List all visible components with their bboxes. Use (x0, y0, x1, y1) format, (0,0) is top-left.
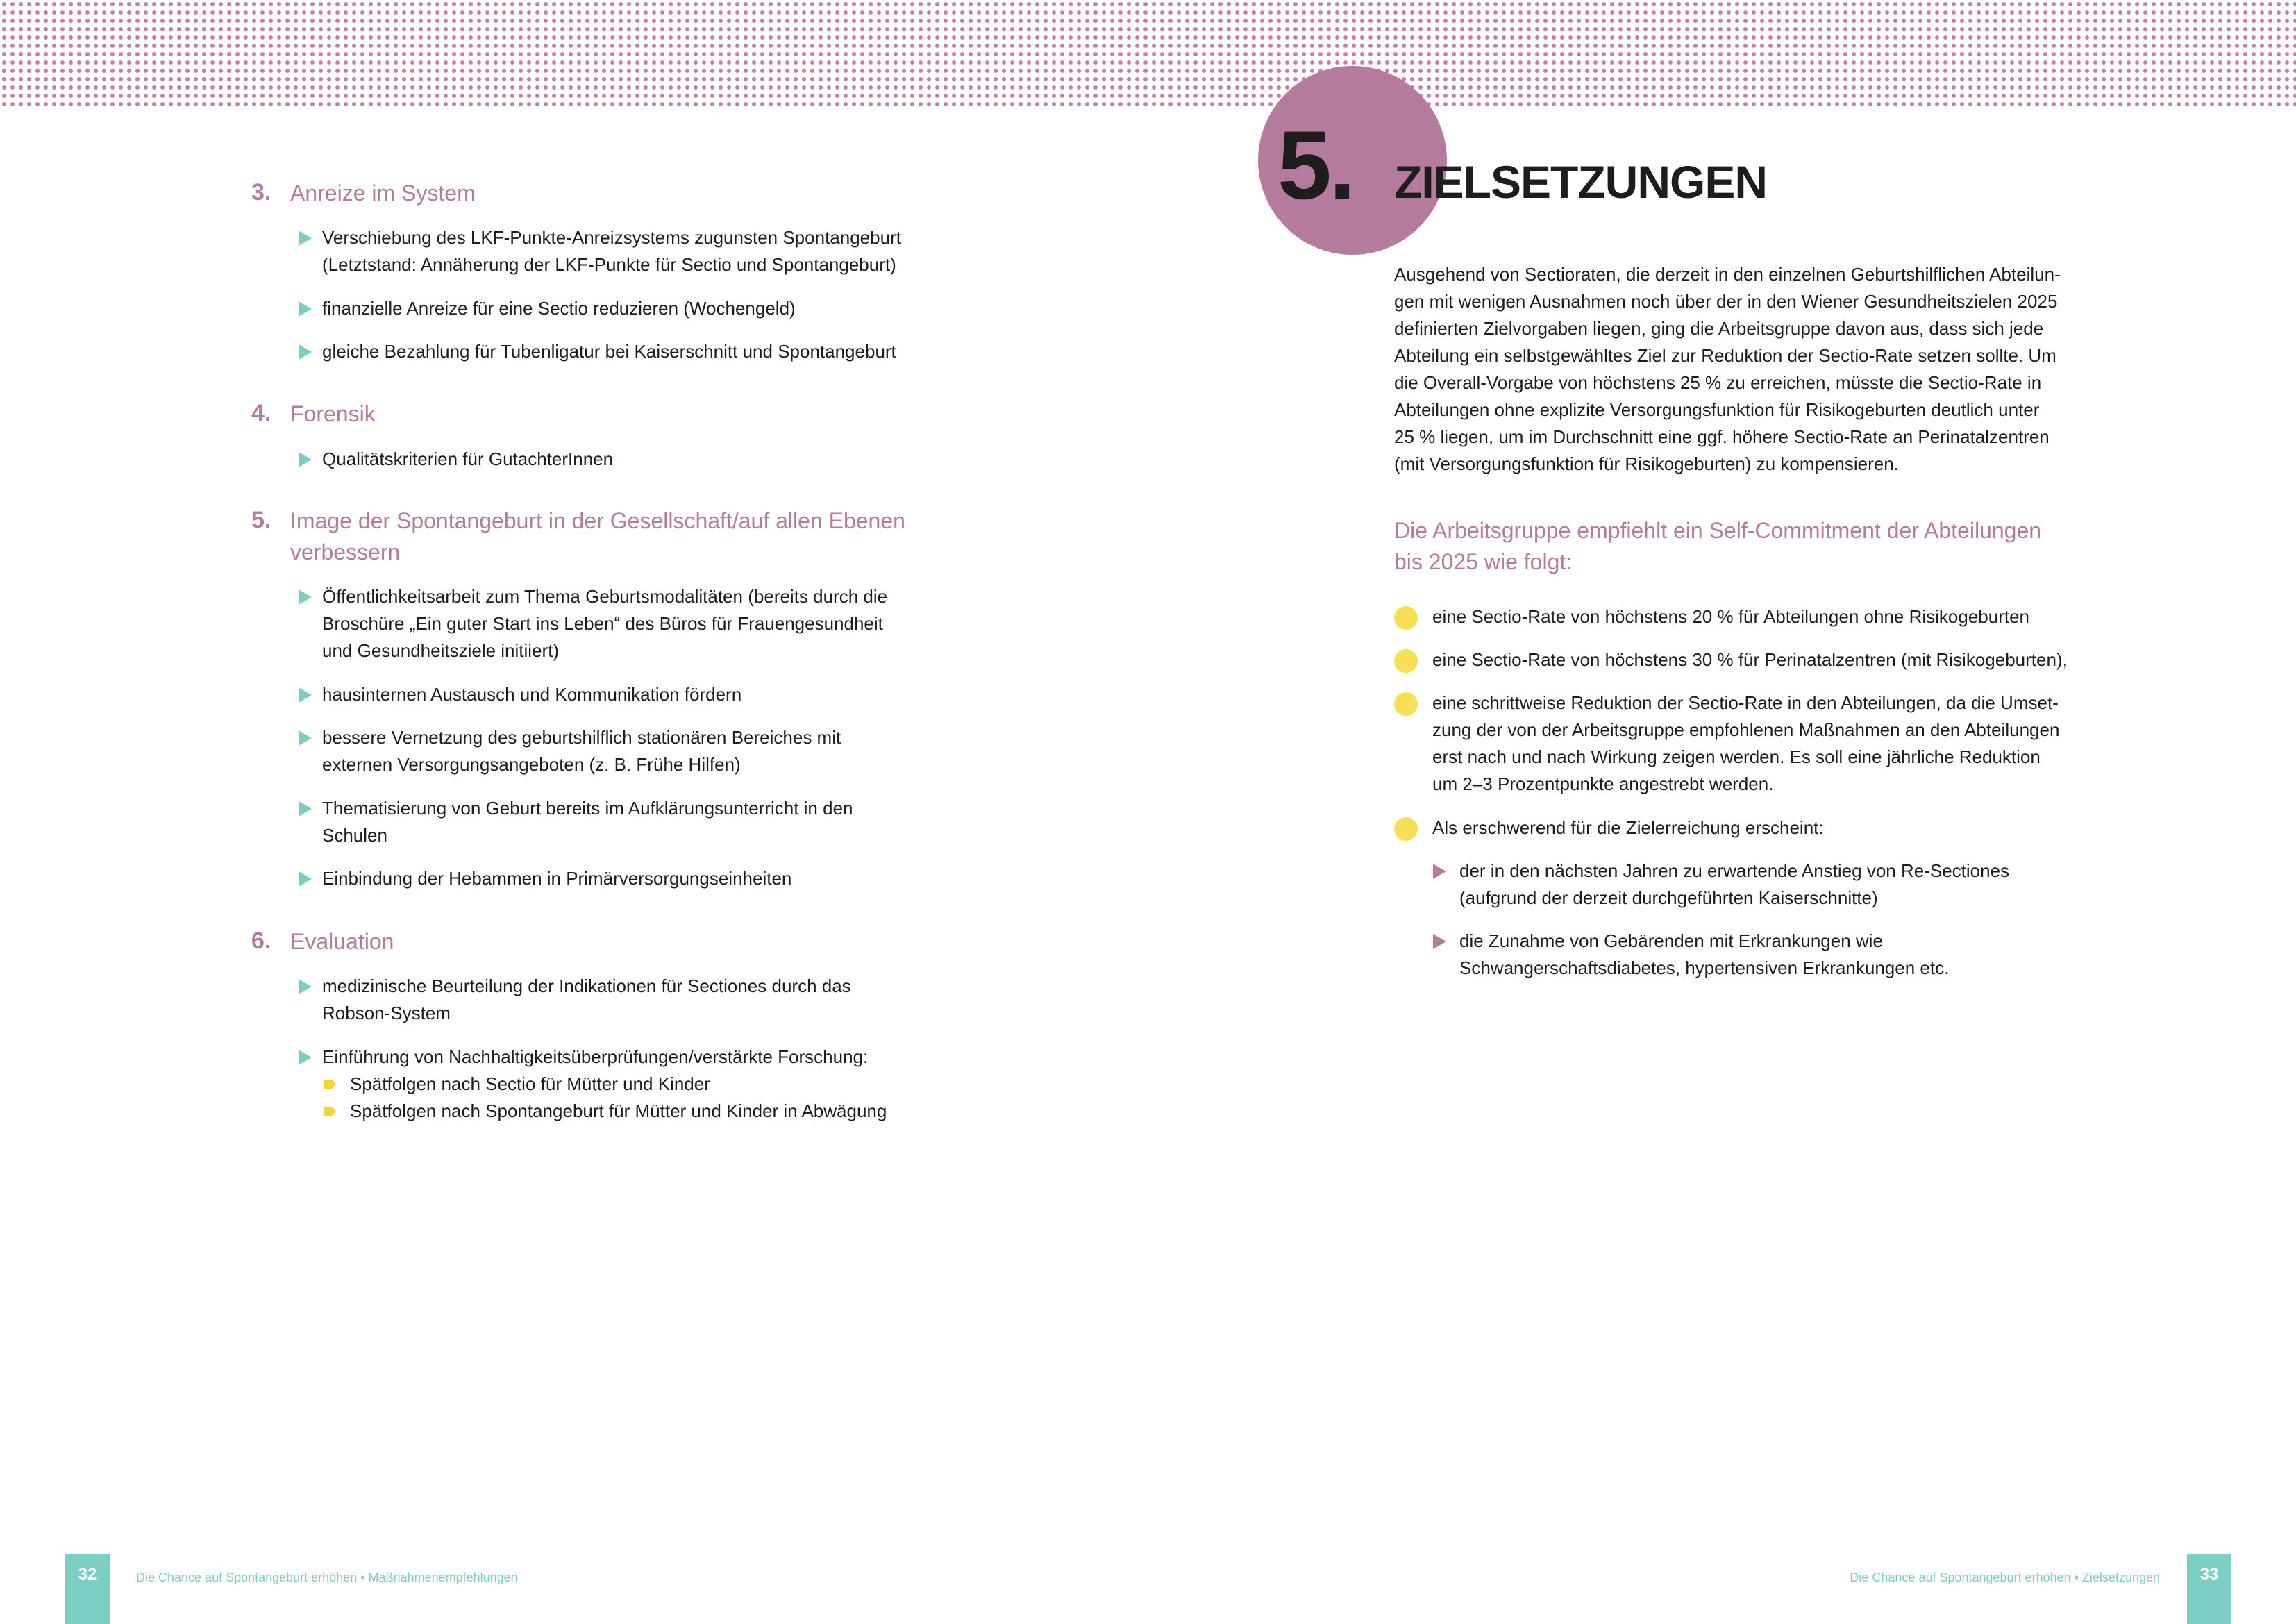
section-number: 6. (251, 928, 271, 954)
goal-item: eine Sectio-Rate von höchstens 30 % für Perinatalzentren (mit Risikogeburten), (1394, 646, 2068, 673)
list-item: Thematisierung von Geburt bereits im Aufklärungsunterricht in den Schulen (299, 795, 853, 849)
triangle-bullet-icon (299, 979, 312, 994)
list-item: medizinische Beurteilung der Indikationen für Sectiones durch das Robson-System (299, 973, 851, 1027)
circle-bullet-icon (1394, 692, 1418, 716)
section-number: 5. (251, 507, 271, 533)
list-item: Einführung von Nachhaltigkeitsüberprüfungen/verstärkte Forschung: (299, 1044, 868, 1071)
footer-text-right: Die Chance auf Spontangeburt erhöhen • Zielsetzungen (1850, 1571, 2160, 1584)
triangle-bullet-icon (1433, 864, 1446, 879)
triangle-bullet-icon (299, 871, 312, 887)
section-title: Forensik (290, 401, 376, 426)
chapter-number: 5. (1277, 110, 1353, 219)
list-item: finanzielle Anreize für eine Sectio reduzieren (Wochengeld) (299, 295, 796, 322)
triangle-bullet-icon (299, 231, 312, 246)
list-item: gleiche Bezahlung für Tubenligatur bei Kaiserschnitt und Spontangeburt (299, 338, 896, 365)
section-title: Image der Spontangeburt in der Gesellschaft/auf allen Ebenen (290, 508, 905, 533)
section-number: 3. (251, 179, 271, 206)
sub-list-item: Spätfolgen nach Spontangeburt für Mütter und Kinder in Abwägung (324, 1098, 887, 1125)
page-number-right: 33 (2187, 1554, 2231, 1624)
page-number-left: 32 (65, 1554, 110, 1624)
dot-pattern-header (0, 0, 2296, 106)
triangle-bullet-icon (299, 687, 312, 703)
triangle-bullet-icon (299, 801, 312, 817)
recommendation-heading: Die Arbeitsgruppe empfiehlt ein Self-Commitment der Abteilungen bis 2025 wie folgt: (1394, 518, 2042, 574)
section-title: Anreize im System (290, 181, 476, 206)
circle-bullet-icon (1394, 817, 1418, 841)
triangle-bullet-icon (299, 1050, 312, 1065)
sub-list-item: Spätfolgen nach Sectio für Mütter und Kinder (324, 1071, 710, 1098)
goal-item: eine schrittweise Reduktion der Sectio-Rate in den Abteilungen, da die Umset- zung der von der Arbeitsgruppe empfohlenen Maßnahmen an den Abteilungen erst nach und nach Wirkung zeigen werden. Es soll eine jährliche Reduktion um 2–3 Prozentpunkte angestrebt werden. (1394, 689, 2059, 798)
triangle-bullet-icon (299, 344, 312, 360)
triangle-bullet-icon (299, 452, 312, 467)
list-item: Qualitätskriterien für GutachterInnen (299, 446, 613, 473)
intro-paragraph: Ausgehend von Sectioraten, die derzeit in den einzelnen Geburtshilflichen Abteilun- gen mit wenigen Ausnahmen noch über der in den Wiener Gesundheitszielen 2025 definierten Zielvorgaben liegen, ging die Arbeitsgruppe davon aus, dass sich jede Abteilung ein selbstgewähltes Ziel zur Reduktion der Sectio-Rate setzen sollte. Um die Overall-Vorgabe von höchstens 25 % zu erreichen, müsste die Sectio-Rate in Abteilungen ohne explizite Versorgungsfunktion für Risikogeburten deutlich unter 25 % liegen, um im Durchschnitt eine ggf. höhere Sectio-Rate an Perinatalzentren (mit Versorgungsfunktion für Risikogeburten) zu kompensieren. (1394, 264, 2061, 474)
section-title-continued: verbessern (290, 539, 401, 564)
tag-bullet-icon (324, 1107, 336, 1116)
triangle-bullet-icon (1433, 934, 1446, 949)
goal-item: eine Sectio-Rate von höchstens 20 % für Abteilungen ohne Risikogeburten (1394, 603, 2029, 630)
list-item: Öffentlichkeitsarbeit zum Thema Geburtsmodalitäten (bereits durch die Broschüre „Ein guter Start ins Leben“ des Büros für Frauengesundheit und Gesundheitsziele initiiert) (299, 583, 887, 664)
section-number: 4. (251, 400, 271, 426)
triangle-bullet-icon (299, 589, 312, 605)
list-item: bessere Vernetzung des geburtshilflich stationären Bereiches mit externen Versorgungsangeboten (z. B. Frühe Hilfen) (299, 724, 841, 778)
triangle-bullet-icon (299, 730, 312, 746)
difficulty-item: die Zunahme von Gebärenden mit Erkrankungen wie Schwangerschaftsdiabetes, hypertensiven Erkrankungen etc. (1433, 928, 1949, 982)
list-item: hausinternen Austausch und Kommunikation fördern (299, 681, 741, 708)
section-title: Evaluation (290, 929, 394, 954)
list-item: Einbindung der Hebammen in Primärversorgungseinheiten (299, 865, 791, 892)
triangle-bullet-icon (299, 301, 312, 317)
goal-item: Als erschwerend für die Zielerreichung erscheint: (1394, 814, 1824, 842)
footer-text-left: Die Chance auf Spontangeburt erhöhen • Maßnahmenempfehlungen (136, 1571, 518, 1584)
tag-bullet-icon (324, 1080, 336, 1089)
list-item: Verschiebung des LKF-Punkte-Anreizsystems zugunsten Spontangeburt (Letztstand: Annäherung der LKF-Punkte für Sectio und Spontangeburt) (299, 224, 901, 278)
circle-bullet-icon (1394, 649, 1418, 673)
chapter-title: ZIELSETZUNGEN (1394, 156, 1768, 208)
difficulty-item: der in den nächsten Jahren zu erwartende Anstieg von Re-Sectiones (aufgrund der derzeit durchgeführten Kaiserschnitte) (1433, 857, 2009, 912)
circle-bullet-icon (1394, 606, 1418, 630)
